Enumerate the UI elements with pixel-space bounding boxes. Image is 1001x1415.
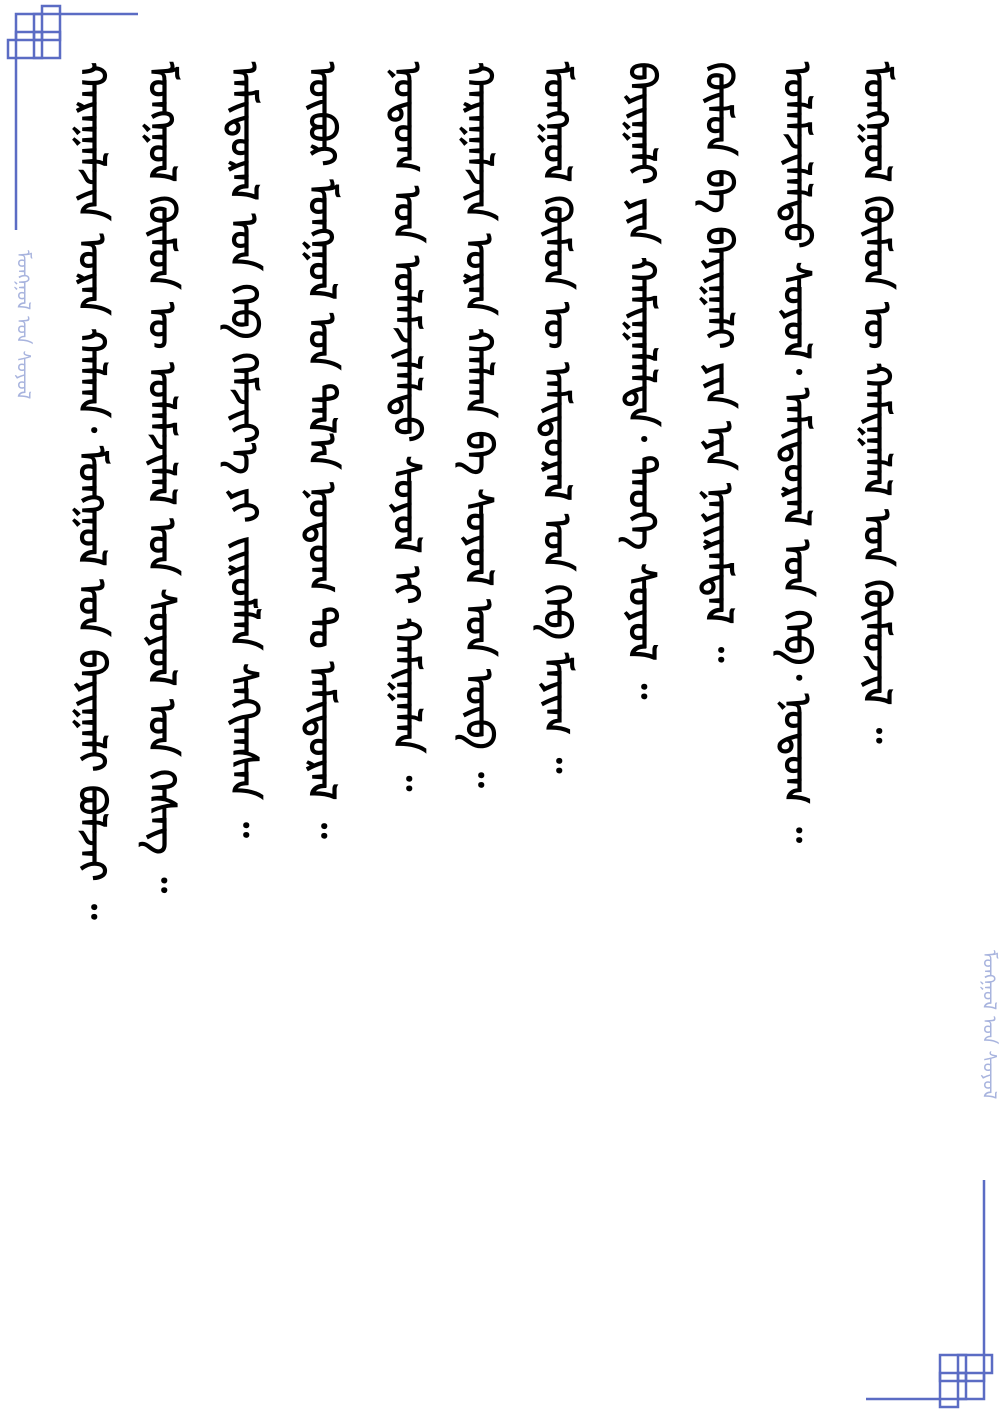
text-line-4: ᠥᠪᠥᠷ ᠮᠣᠩᠭᠣᠯ ᠤᠨ ᠲᠠᠯ᠎ᠠ ᠨᠤᠲᠤᠭ ᠲᠤ ᠠᠮᠢᠳᠤᠷᠠᠯ ᠃ <box>300 62 344 839</box>
corner-ornament-top-left <box>8 6 60 58</box>
text-line-11: ᠮᠣᠩᠭᠣᠯ ᠬᠦᠮᠦᠨ ᠦ ᠬᠠᠮᠢᠭᠠᠯᠠᠯ ᠤᠨ ᠬᠦᠮᠦᠵᠢᠯ ᠃ <box>855 62 899 744</box>
vertical-text-body <box>0 62 1001 1372</box>
text-line-8: ᠪᠠᠶᠢᠭᠠᠯᠢ ᠶᠢᠨ ᠬᠠᠮᠢᠭᠠᠯᠠᠯᠲᠠ᠂ ᠲᠡᠦᠬᠡ ᠰᠣᠶᠣᠯ ᠃ <box>620 62 664 700</box>
text-line-9: ᠬᠦᠮᠦᠨ ᠪᠠ ᠪᠠᠶᠢᠭᠠᠯᠢ ᠶᠢᠨ ᠡᠶᠡ ᠨᠠᠶᠢᠷᠠᠮᠳᠠᠯ ᠃ <box>697 62 741 663</box>
text-line-7: ᠮᠣᠩᠭᠣᠯ ᠬᠦᠮᠦᠨ ᠦ ᠠᠮᠢᠳᠤᠷᠠᠯ ᠤᠨ ᠬᠡᠪ ᠮᠠᠶᠢᠭ ᠃ <box>535 62 579 774</box>
watermark-left: ᠮᠣᠩᠭᠣᠯ ᠤᠨ ᠰᠣᠶᠣᠯ <box>12 250 34 400</box>
text-line-10: ᠤᠯᠠᠮᠵᠢᠯᠠᠯᠲᠤ ᠰᠣᠶᠣᠯ᠂ ᠠᠮᠢᠳᠤᠷᠠᠯ ᠤᠨ ᠬᠡᠪ᠂ ᠨᠤᠲᠤᠭ ᠃ <box>775 62 819 843</box>
text-line-2: ᠮᠣᠩᠭᠣᠯ ᠬᠦᠮᠦᠨ ᠦ ᠤᠯᠠᠮᠵᠢᠯᠠᠯ ᠤᠨ ᠰᠣᠶᠣᠯ ᠤᠨ ᠬᠡᠰᠡᠭ ᠃ <box>140 62 184 893</box>
text-line-6: ᠬᠠᠷᠠᠭᠠᠯᠵᠢᠨ ᠤᠷᠠᠨ ᠬᠠᠯᠬᠠ ᠪᠠ ᠰᠣᠶᠣᠯ ᠤᠨ ᠥᠪ ᠃ <box>457 62 501 788</box>
text-line-1: ᠬᠠᠷᠠᠭᠠᠯᠵᠢᠨ ᠤᠷᠠᠨ ᠬᠠᠯᠬᠠ᠂ ᠮᠣᠩᠭᠣᠯ ᠤᠨ ᠪᠠᠶᠢᠭᠠᠯᠢ ᠪᠣᠯᠵᠠᠢ ᠃ <box>70 62 114 920</box>
text-line-3: ᠠᠮᠢᠳᠤᠷᠠᠯ ᠤᠨ ᠬᠡᠪ ᠬᠡᠮᠵᠢᠶ᠎ᠡ ᠶᠢ ᠵᠢᠷᠤᠮᠯᠠᠨ ᠰᠠᠬᠢᠭᠰᠠᠨ ᠃ <box>222 62 266 838</box>
watermark-right: ᠮᠣᠩᠭᠣᠯ ᠤᠨ ᠰᠣᠶᠣᠯ <box>978 950 1000 1100</box>
text-line-5: ᠨᠤᠲᠤᠭ ᠤᠨ ᠤᠯᠠᠮᠵᠢᠯᠠᠯᠲᠤ ᠰᠣᠶᠣᠯ ᠢ ᠬᠠᠮᠢᠭᠠᠯᠠᠨ ᠃ <box>385 62 429 792</box>
